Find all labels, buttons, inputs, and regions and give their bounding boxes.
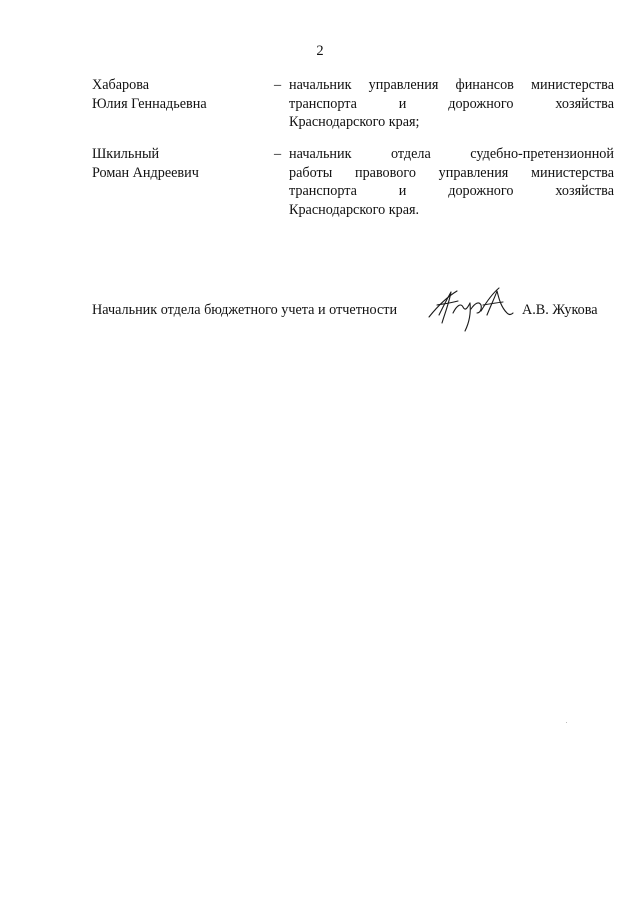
member-surname: Шкильный xyxy=(92,146,160,162)
description-line: начальник управления финансов министерства xyxy=(289,77,614,93)
signatory-position: Начальник отдела бюджетного учета и отчетности xyxy=(92,302,398,318)
signature-stroke xyxy=(453,303,470,313)
description-line: Краснодарского края; xyxy=(289,114,420,130)
member-given-names: Роман Андреевич xyxy=(92,164,199,181)
signature-stroke xyxy=(471,303,481,313)
description-line: транспорта и дорожного хозяйства xyxy=(289,95,614,112)
member-name xyxy=(92,145,272,182)
page-number: 2 xyxy=(316,43,324,59)
signature-block xyxy=(92,302,616,326)
signature-stroke xyxy=(487,291,513,315)
description-line: работы правового управления министерства xyxy=(289,164,614,181)
member-name xyxy=(92,76,272,113)
member-description xyxy=(289,145,614,219)
signatory-name: А.В. Жукова xyxy=(522,302,598,318)
scan-speck xyxy=(566,722,567,723)
member-description xyxy=(289,76,614,132)
description-line: начальник отдела судебно-претензионной xyxy=(289,146,614,162)
entry-dash: – xyxy=(274,146,282,162)
handwritten-signature xyxy=(425,285,517,333)
member-surname: Хабарова xyxy=(92,77,150,93)
entry-dash: – xyxy=(274,77,282,93)
description-line: транспорта и дорожного хозяйства xyxy=(289,183,614,199)
member-given-names: Юлия Геннадьевна xyxy=(92,95,207,112)
description-line: Краснодарского края. xyxy=(289,201,420,218)
